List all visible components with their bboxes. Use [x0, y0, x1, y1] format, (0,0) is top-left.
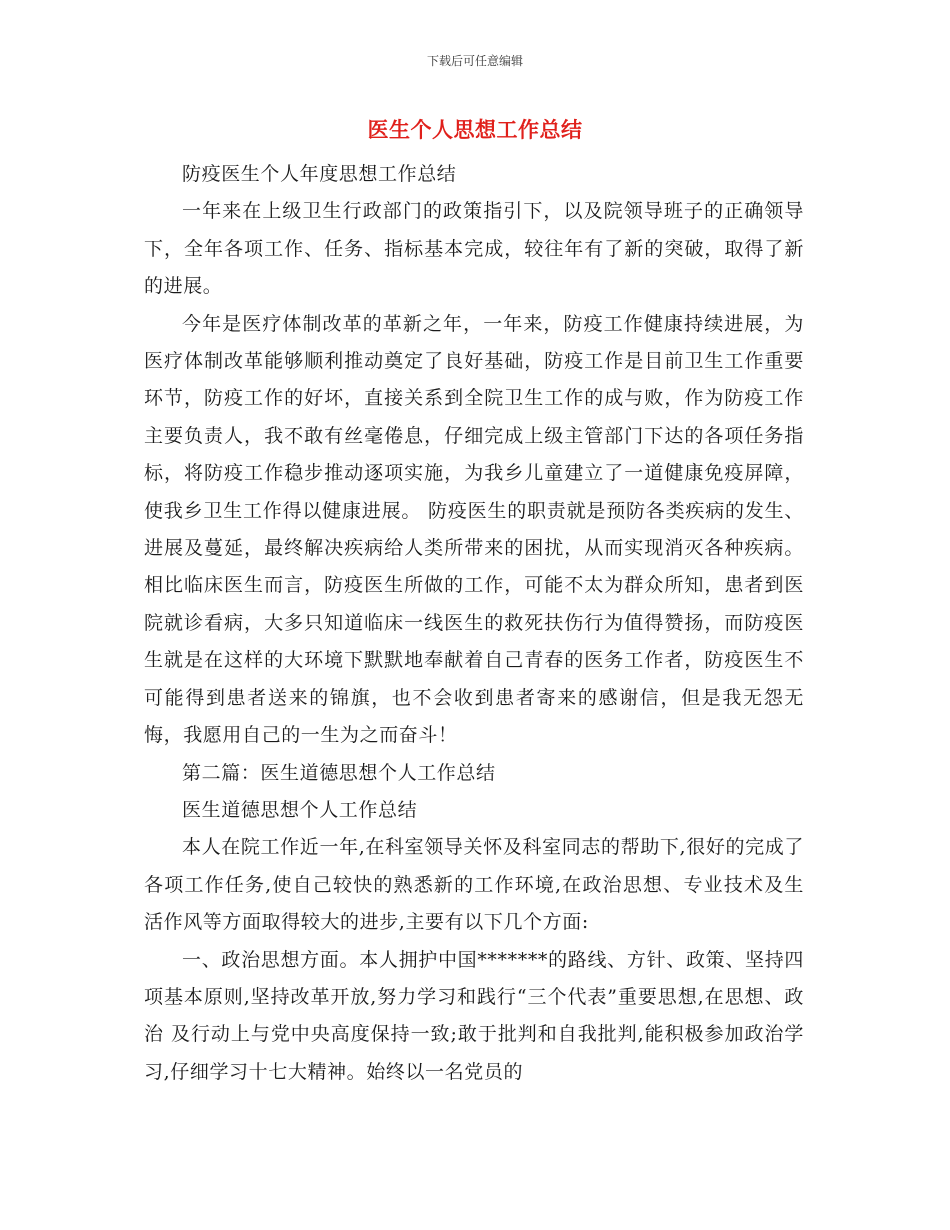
section-subheading: 医生道德思想个人工作总结 — [182, 798, 418, 821]
header-note: 下载后可任意编辑 — [426, 54, 523, 68]
section-heading: 第二篇：医生道德思想个人工作总结 — [182, 761, 496, 784]
paragraph: 今年是医疗体制改革的革新之年，一年来，防疫工作健康持续进展，为医疗体制改革能够顺利推动奠定了良好基础，防疫工作是目前卫生工作重要环节，防疫工作的好坏，直接关系到全院卫生工作的成与败，作为防疫工作主要负责人，我不敢有丝毫倦息，仔细完成上级主管部门下达的各项任务指标，将防疫工作稳步推动逐项实施，为我乡儿童建立了一道健康免疫屏障，使我乡卫生工作得以健康进展。 防疫医生的职责就是预防各类疾病的发生、进展及蔓延，最终解决疾病给人类所带来的困扰，从而实现消灭各种疾病。相比临床医生而言，防疫医生所做的工作，可能不太为群众所知，患者到医院就诊看病，大多只知道临床一线医生的救死扶伤行为值得赞扬，而防疫医生就是在这样的大环境下默默地奉献着自己青春的医务工作者，防疫医生不可能得到患者送来的锦旗，也不会收到患者寄来的感谢信，但是我无怨无悔，我愿用自己的一生为之而奋斗！ — [144, 312, 804, 747]
document-body — [144, 156, 804, 1091]
paragraph: 本人在院工作近一年,在科室领导关怀及科室同志的帮助下,很好的完成了各项工作任务,使自己较快的熟悉新的工作环境,在政治思想、专业技术及生活作风等方面取得较大的进步,主要有以下几个方面: — [144, 836, 804, 934]
paragraph: 防疫医生个人年度思想工作总结 — [182, 163, 457, 185]
paragraph: 一、政治思想方面。本人拥护中国*******的路线、方针、政策、坚持四项基本原则,坚持改革开放,努力学习和践行“三个代表”重要思想,在思想、政治 及行动上与党中央高度保持一致;敢于批判和自我批判,能积极参加政治学习,仔细学习十七大精神。始终以一名党员的 — [144, 948, 804, 1083]
paragraph: 一年来在上级卫生行政部门的政策指引下，以及院领导班子的正确领导下，全年各项工作、任务、指标基本完成，较往年有了新的突破，取得了新的进展。 — [144, 200, 804, 298]
document-title: 医生个人思想工作总结 — [367, 118, 583, 142]
